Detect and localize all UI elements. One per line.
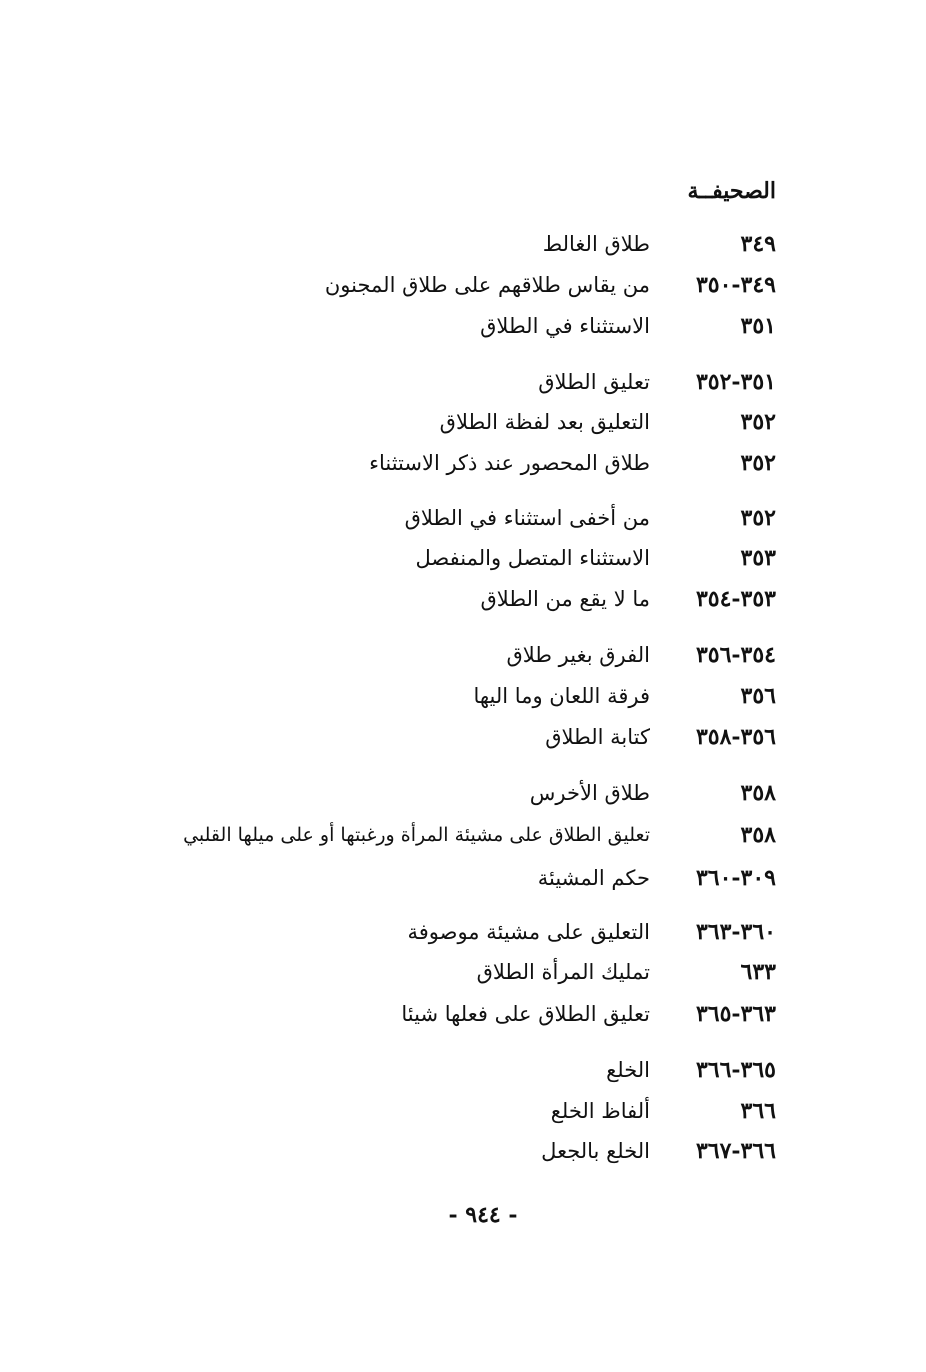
entry-title: من يقاس طلاقهم على طلاق المجنون (324, 273, 650, 297)
toc-entry (40, 1052, 776, 1088)
entry-title: ما لا يقع من الطلاق (480, 587, 650, 611)
entry-page: ٣٤٩ (740, 231, 776, 257)
entry-page: ٣٥١-٣٥٢ (695, 369, 776, 395)
toc-entry (40, 678, 776, 714)
entry-page: ٣٥٦ (740, 683, 776, 709)
toc-entry (40, 914, 776, 950)
toc-entry (40, 540, 776, 576)
toc-entry (40, 500, 776, 536)
entry-title: تمليك المرأة الطلاق (476, 960, 650, 984)
entry-title: الخلع (606, 1058, 650, 1082)
toc-entry (40, 775, 776, 811)
toc-entry (40, 637, 776, 673)
entry-title: الاستثناء في الطلاق (480, 314, 650, 338)
entry-title: طلاق المحصور عند ذكر الاستثناء (369, 451, 650, 475)
entry-title: فرقة اللعان وما اليها (473, 684, 650, 708)
toc-entry (40, 996, 776, 1032)
toc-entry (40, 1093, 776, 1129)
entry-title: الاستثناء المتصل والمنفصل (415, 546, 650, 570)
entry-page: ٣٠٩-٣٦٠ (695, 865, 776, 891)
entry-page: ٣٥٢ (740, 450, 776, 476)
toc-entry (40, 267, 776, 303)
entry-page: ٣٤٩-٣٥٠ (695, 272, 776, 298)
toc-entry (40, 308, 776, 344)
toc-entry (40, 404, 776, 440)
toc-entry (40, 954, 776, 990)
entry-title: الخلع بالجعل (541, 1139, 650, 1163)
entry-page: ٣٦٦-٣٦٧ (695, 1138, 776, 1164)
entry-page: ٣٥٨ (740, 780, 776, 806)
toc-entry (40, 1133, 776, 1169)
entry-page: ٦٣٣ (740, 959, 776, 985)
entry-page: ٣٥٦-٣٥٨ (695, 724, 776, 750)
entry-page: ٣٥٢ (740, 409, 776, 435)
entry-page: ٣٦٣-٣٦٥ (695, 1001, 776, 1027)
entry-page: ٣٥٨ (740, 822, 776, 848)
entry-page: ٣٦٦ (740, 1098, 776, 1124)
toc-entry (40, 860, 776, 896)
entry-page: ٣٥٢ (740, 505, 776, 531)
toc-entry (40, 364, 776, 400)
toc-entry (40, 581, 776, 617)
entry-title: من أخفى استثناء في الطلاق (404, 506, 650, 530)
entry-title: طلاق الغالط (542, 232, 650, 256)
entry-title: تعليق الطلاق على مشيئة المرأة ورغبتها أو على ميلها القلبي (183, 824, 650, 846)
entry-page: ٣٥٤-٣٥٦ (695, 642, 776, 668)
entry-title: التعليق على مشيئة موصوفة (407, 920, 650, 944)
page-column-header: الصحيفــة (687, 178, 776, 204)
entry-page: ٣٥١ (740, 313, 776, 339)
entry-title: كتابة الطلاق (545, 725, 650, 749)
entry-title: طلاق الأخرس (529, 781, 650, 805)
entry-page: ٣٦٥-٣٦٦ (695, 1057, 776, 1083)
entry-title: حكم المشيئة (537, 866, 650, 890)
entry-title: ألفاظ الخلع (550, 1099, 650, 1123)
entry-page: ٣٥٣ (740, 545, 776, 571)
entry-title: تعليق الطلاق على فعلها شيئا (401, 1002, 650, 1026)
page-number: - ٩٤٤ - (448, 1202, 518, 1228)
toc-entry (40, 719, 776, 755)
entry-title: الفرق بغير طلاق (506, 643, 650, 667)
toc-entry (40, 445, 776, 481)
entry-page: ٣٦٠-٣٦٣ (695, 919, 776, 945)
toc-entry (40, 817, 776, 853)
toc-entry (40, 226, 776, 262)
entry-title: التعليق بعد لفظة الطلاق (439, 410, 650, 434)
entry-title: تعليق الطلاق (538, 370, 650, 394)
entry-page: ٣٥٣-٣٥٤ (695, 586, 776, 612)
